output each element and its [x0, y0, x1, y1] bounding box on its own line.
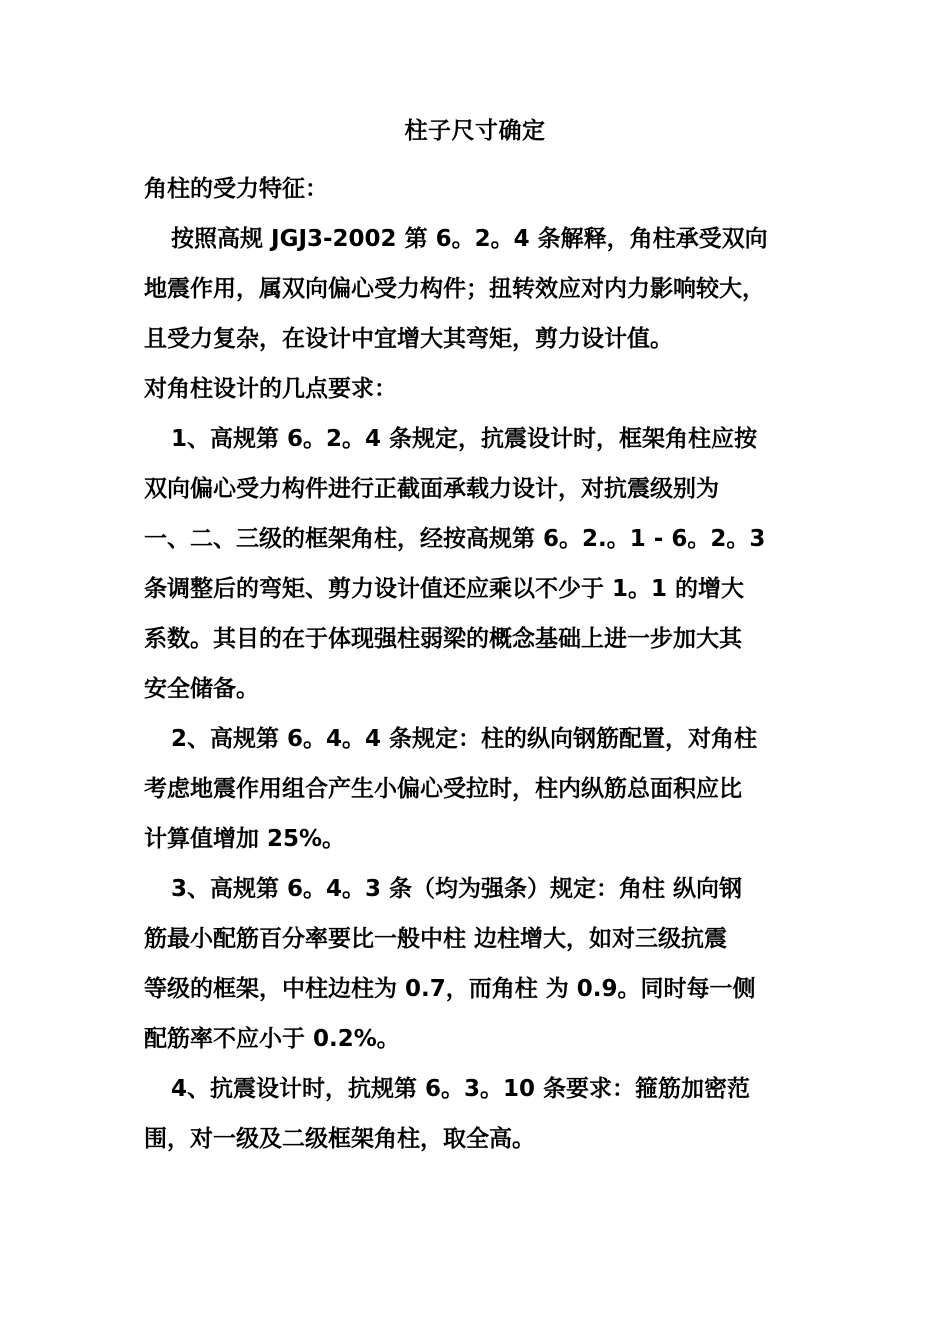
- requirement-1-line: 一、二、三级的框架角柱，经按高规第 6。2.。1 - 6。2。3: [144, 526, 766, 552]
- section-heading-force-features: 角柱的受力特征：: [144, 176, 328, 202]
- paragraph-line: 地震作用，属双向偏心受力构件；扭转效应对内力影响较大，: [144, 276, 765, 302]
- paragraph-line: 按照高规 JGJ3-2002 第 6。2。4 条解释，角柱承受双向: [171, 226, 768, 252]
- requirement-4-line: 4、抗震设计时，抗规第 6。3。10 条要求：箍筋加密范: [171, 1076, 751, 1102]
- requirement-3-line: 3、高规第 6。4。3 条（均为强条）规定：角柱 纵向钢: [171, 876, 743, 902]
- requirement-1-line: 双向偏心受力构件进行正截面承载力设计，对抗震级别为: [144, 476, 719, 502]
- section-heading-design-requirements: 对角柱设计的几点要求：: [144, 376, 397, 402]
- document-body: [144, 164, 814, 1164]
- requirement-2-line: 计算值增加 25%。: [144, 826, 346, 852]
- document-title: 柱子尺寸确定: [404, 118, 546, 144]
- requirement-4-line: 围，对一级及二级框架角柱，取全高。: [144, 1126, 535, 1152]
- requirement-2-line: 2、高规第 6。4。4 条规定：柱的纵向钢筋配置，对角柱: [171, 726, 758, 752]
- requirement-1-line: 安全储备。: [144, 676, 259, 702]
- requirement-3-line: 筋最小配筋百分率要比一般中柱 边柱增大，如对三级抗震: [144, 926, 728, 952]
- paragraph-line: 且受力复杂，在设计中宜增大其弯矩，剪力设计值。: [144, 326, 673, 352]
- requirement-1-line: 1、高规第 6。2。4 条规定，抗震设计时，框架角柱应按: [171, 426, 758, 452]
- requirement-2-line: 考虑地震作用组合产生小偏心受拉时，柱内纵筋总面积应比: [144, 776, 742, 802]
- requirement-1-line: 系数。其目的在于体现强柱弱梁的概念基础上进一步加大其: [144, 626, 742, 652]
- requirement-3-line: 等级的框架，中柱边柱为 0.7，而角柱 为 0.9。同时每一侧: [144, 976, 756, 1002]
- requirement-3-line: 配筋率不应小于 0.2%。: [144, 1026, 400, 1052]
- requirement-1-line: 条调整后的弯矩、剪力设计值还应乘以不少于 1。1 的增大: [144, 576, 745, 602]
